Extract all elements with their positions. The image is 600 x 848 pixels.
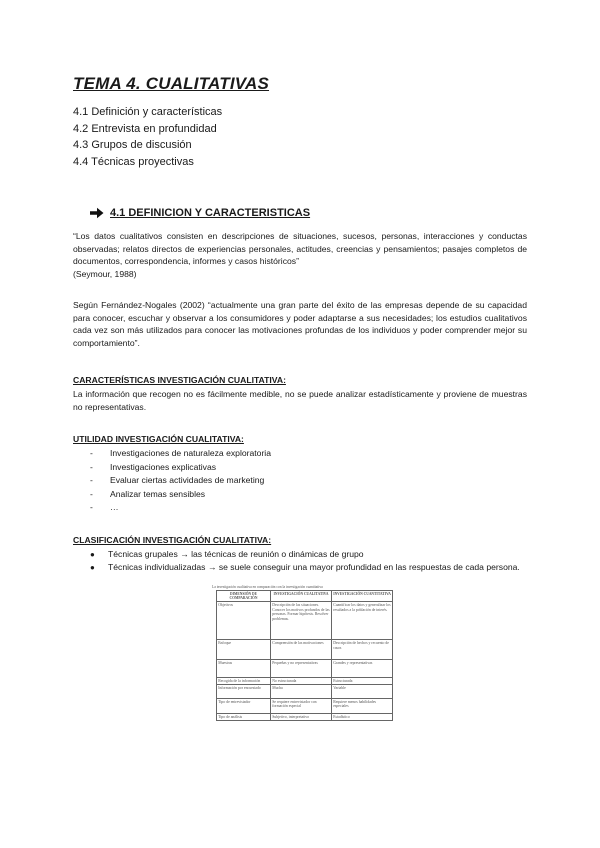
dash-marker: - xyxy=(90,488,93,499)
table-row xyxy=(217,714,393,721)
caracteristicas-paragraph xyxy=(73,388,527,413)
dash-marker: - xyxy=(90,502,93,513)
table-cell: Cuantificar los datos y generalizar los resultados a la población de interés. xyxy=(332,602,393,640)
caracteristicas-text: La información que recogen no es fácilmente medible, no se puede analizar estadísticamente y proviene de muestras no representativas. xyxy=(73,389,527,412)
dash-marker: - xyxy=(90,461,93,472)
table-cell: Enfoque xyxy=(217,640,271,660)
table-cell: Objetivos xyxy=(217,602,271,640)
table-cell: Requiere menos habilidades especiales xyxy=(332,699,393,714)
toc-item: 4.4 Técnicas proyectivas xyxy=(73,155,194,168)
table-header-row xyxy=(217,591,393,602)
utilidad-list xyxy=(90,447,271,515)
table-cell: Tipo de análisis xyxy=(217,714,271,721)
table-row xyxy=(217,699,393,714)
list-item-text: Investigaciones de naturaleza exploratoria xyxy=(110,448,271,458)
list-item xyxy=(90,561,527,574)
document-title: TEMA 4. CUALITATIVAS xyxy=(73,74,270,93)
table-header-cell: INVESTIGACIÓN CUALITATIVA xyxy=(271,591,332,602)
table-cell: Información por encuestado xyxy=(217,685,271,699)
comparison-table-caption: La investigación cualitativa en comparación con la investigación cuantitativa xyxy=(212,585,323,589)
utilidad-heading: UTILIDAD INVESTIGACIÓN CUALITATIVA: xyxy=(73,434,244,444)
clasificacion-list xyxy=(90,548,527,574)
toc-item: 4.3 Grupos de discusión xyxy=(73,139,192,151)
table-cell: Se requiere entrevistador con formación especial xyxy=(271,699,332,714)
toc-item: 4.2 Entrevista en profundidad xyxy=(73,122,217,135)
table-row xyxy=(217,685,393,699)
list-item-text: Analizar temas sensibles xyxy=(110,488,206,499)
table-row xyxy=(217,678,393,685)
table-header-cell: INVESTIGACIÓN CUANTITATIVA xyxy=(332,591,393,602)
quote-text: “Los datos cualitativos consisten en descripciones de situaciones, sucesos, personas, interacciones y conductas observadas; relatos directos de experiencias personales, actitudes, creencias y pensamientos; pasajes completos de documentos, correspondencia, informes y casos históricos” xyxy=(73,231,527,267)
table-row xyxy=(217,602,393,640)
table-cell: Estructurada xyxy=(332,678,393,685)
table-cell: Estadístico xyxy=(332,714,393,721)
list-item xyxy=(90,461,271,475)
list-item-text: … xyxy=(110,502,119,513)
table-header-cell: DIMENSIÓN DE COMPARACIÓN xyxy=(217,591,271,602)
table-cell: Subjetivo, interpretativo xyxy=(271,714,332,721)
table-of-contents xyxy=(73,104,222,170)
list-item xyxy=(90,447,271,461)
toc-item: 4.1 Definición y características xyxy=(73,106,223,118)
table-cell: Variable xyxy=(332,685,393,699)
dash-marker: - xyxy=(90,475,93,486)
table-cell: Recogida de la información xyxy=(217,678,271,685)
list-item xyxy=(90,548,527,561)
quote-source: (Seymour, 1988) xyxy=(73,268,137,279)
bullet-marker: ● xyxy=(90,550,95,559)
list-item xyxy=(90,488,271,502)
fernandez-text: Según Fernández-Nogales (2002) “actualmente una gran parte del éxito de las empresas depende de su capacidad para conocer, escuchar y observar a los consumidores y poder adaptarse a sus necesidades; los estudios cualitativos cada vez son más utilizados para conocer las motivaciones profundas de los individuos y poder comprender mejor su comportamiento”. xyxy=(73,300,527,348)
comparison-table xyxy=(216,590,393,721)
table-row xyxy=(217,660,393,678)
dash-marker: - xyxy=(90,448,93,458)
section-heading xyxy=(90,207,310,219)
table-cell: Pequeñas y no representativas xyxy=(271,660,332,678)
list-item-text: Investigaciones explicativas xyxy=(110,461,217,472)
right-arrow-icon xyxy=(90,207,104,219)
table-cell: Grandes y representativas xyxy=(332,660,393,678)
fernandez-paragraph xyxy=(73,299,527,349)
table-cell: Comprensión de las motivaciones xyxy=(271,640,332,660)
bullet-marker: ● xyxy=(90,563,95,573)
section-heading-text: 4.1 DEFINICION Y CARACTERISTICAS xyxy=(110,207,311,219)
table-cell: Tipo de entrevistador xyxy=(217,699,271,714)
table-row xyxy=(217,640,393,660)
table-cell: Muestras xyxy=(217,660,271,678)
comparison-table-figure xyxy=(212,585,396,721)
table-cell: No estructurada xyxy=(271,678,332,685)
list-item xyxy=(90,501,271,515)
clasificacion-heading: CLASIFICACIÓN INVESTIGACIÓN CUALITATIVA: xyxy=(73,535,272,545)
list-item-text: Técnicas individualizadas → se suele conseguir una mayor profundidad en las respuestas de cada persona. xyxy=(108,562,520,573)
table-cell: Mucha xyxy=(271,685,332,699)
list-item-text: Evaluar ciertas actividades de marketing xyxy=(110,475,265,486)
quote-paragraph xyxy=(73,230,527,280)
caracteristicas-heading: CARACTERÍSTICAS INVESTIGACIÓN CUALITATIVA: xyxy=(73,375,286,385)
table-cell: Descripción de las situaciones. Conocer los motivos profundos de las personas. Formar hipótesis. Resolver problemas. xyxy=(271,602,332,640)
table-cell: Descripción de hechos y recuento de casos xyxy=(332,640,393,660)
list-item xyxy=(90,474,271,488)
list-item-text: Técnicas grupales → las técnicas de reunión o dinámicas de grupo xyxy=(108,549,364,559)
